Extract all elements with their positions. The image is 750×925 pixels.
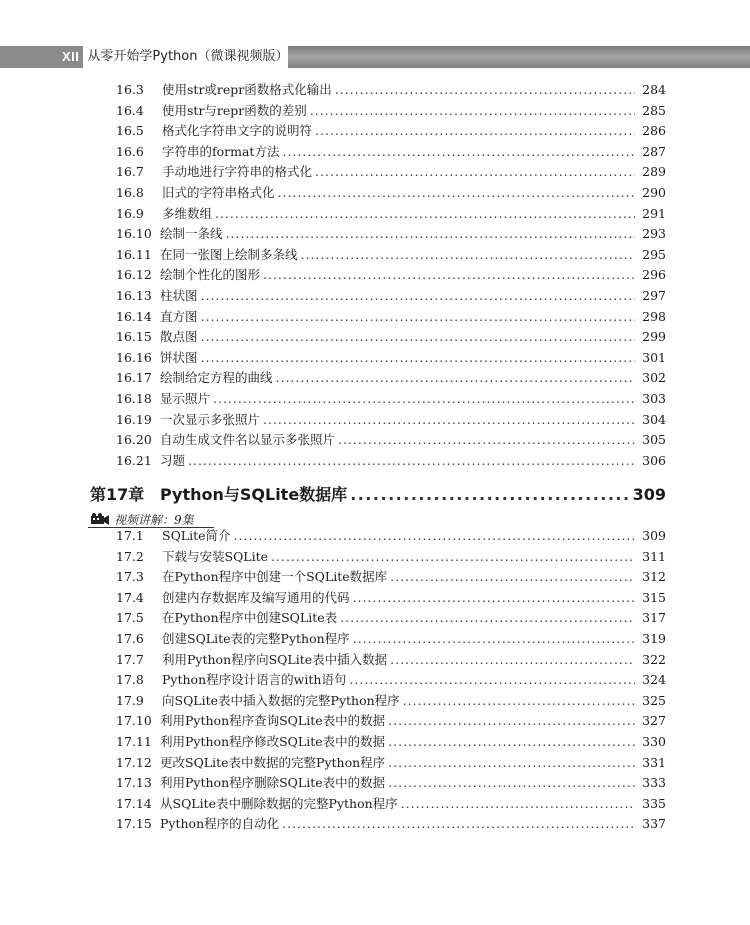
page-header bbox=[0, 46, 750, 68]
section-page-number: 299 bbox=[642, 329, 666, 345]
dot-leader bbox=[353, 629, 635, 649]
section-title-line bbox=[162, 650, 666, 670]
section-title-line bbox=[160, 286, 666, 306]
toc-entry[interactable] bbox=[0, 547, 750, 567]
section-number: 16.15 bbox=[116, 329, 152, 345]
section-page-number: 317 bbox=[642, 610, 666, 626]
dot-leader bbox=[349, 670, 635, 690]
section-title: 利用Python程序删除SQLite表中的数据 bbox=[160, 775, 386, 791]
section-title-line bbox=[160, 711, 666, 731]
section-number: 16.7 bbox=[116, 164, 144, 180]
section-number: 16.10 bbox=[116, 226, 152, 242]
toc-entry[interactable] bbox=[0, 286, 750, 306]
toc-entry[interactable] bbox=[0, 224, 750, 244]
toc-entry[interactable] bbox=[0, 101, 750, 121]
dot-leader bbox=[388, 732, 635, 752]
section-title-line bbox=[160, 307, 666, 327]
toc-entry[interactable] bbox=[0, 430, 750, 450]
section-title: Python程序设计语言的with语句 bbox=[162, 672, 347, 688]
toc-entry[interactable] bbox=[0, 389, 750, 409]
toc-entry[interactable] bbox=[0, 794, 750, 814]
toc-entry[interactable] bbox=[0, 773, 750, 793]
section-title: 绘制一条线 bbox=[160, 226, 223, 242]
toc-entry[interactable] bbox=[0, 526, 750, 546]
section-title: 从SQLite表中删除数据的完整Python程序 bbox=[160, 795, 398, 811]
dot-leader bbox=[213, 389, 635, 409]
film-camera-icon bbox=[90, 513, 110, 526]
section-number: 16.11 bbox=[116, 246, 152, 262]
chapter-label: 第17章 bbox=[90, 485, 145, 504]
section-number: 17.10 bbox=[116, 713, 152, 729]
section-number: 17.14 bbox=[116, 795, 152, 811]
section-page-number: 289 bbox=[642, 164, 666, 180]
section-title-line bbox=[162, 162, 666, 182]
toc-entry[interactable] bbox=[0, 368, 750, 388]
section-title-line bbox=[160, 348, 666, 368]
section-number: 16.4 bbox=[116, 102, 144, 118]
section-title-line bbox=[160, 245, 666, 265]
section-page-number: 284 bbox=[642, 82, 666, 97]
toc-entry[interactable] bbox=[0, 691, 750, 711]
chapter-title: Python与SQLite数据库 bbox=[160, 485, 348, 504]
section-number: 17.15 bbox=[116, 816, 152, 832]
section-title-line bbox=[162, 547, 666, 567]
section-title: 利用Python程序查询SQLite表中的数据 bbox=[160, 713, 386, 729]
section-page-number: 290 bbox=[642, 185, 666, 200]
toc-entry[interactable] bbox=[0, 245, 750, 265]
section-number: 17.5 bbox=[116, 610, 144, 626]
section-number: 16.3 bbox=[116, 82, 144, 97]
dot-leader bbox=[282, 814, 635, 834]
section-title-line bbox=[162, 629, 666, 649]
section-page-number: 293 bbox=[642, 226, 666, 242]
dot-leader bbox=[401, 794, 635, 814]
toc-entry[interactable] bbox=[0, 670, 750, 690]
section-title-line bbox=[160, 430, 666, 450]
section-number: 16.19 bbox=[116, 411, 152, 427]
section-page-number: 305 bbox=[642, 432, 666, 448]
section-number: 16.20 bbox=[116, 432, 152, 448]
section-title: 使用str与repr函数的差别 bbox=[162, 102, 307, 118]
section-number: 16.18 bbox=[116, 391, 152, 406]
toc-entry[interactable] bbox=[0, 711, 750, 731]
toc-entry[interactable] bbox=[0, 629, 750, 649]
section-title-line bbox=[162, 121, 666, 141]
section-title: 散点图 bbox=[160, 329, 198, 345]
dot-leader bbox=[390, 567, 635, 587]
section-title-line bbox=[162, 183, 666, 203]
toc-entry[interactable] bbox=[0, 142, 750, 162]
section-number: 16.13 bbox=[116, 288, 152, 303]
toc-entry[interactable] bbox=[0, 410, 750, 430]
dot-leader bbox=[276, 368, 635, 388]
section-page-number: 286 bbox=[642, 123, 666, 139]
section-page-number: 324 bbox=[642, 672, 666, 688]
chapter-17-heading[interactable] bbox=[0, 482, 750, 508]
section-page-number: 287 bbox=[642, 143, 666, 159]
dot-leader bbox=[234, 526, 635, 546]
dot-leader bbox=[263, 410, 635, 430]
section-number: 17.4 bbox=[116, 589, 144, 605]
section-number: 16.12 bbox=[116, 267, 152, 283]
toc-entry[interactable] bbox=[0, 348, 750, 368]
section-title-line bbox=[160, 773, 666, 793]
section-title-line bbox=[160, 451, 666, 471]
dot-leader bbox=[388, 773, 635, 793]
section-title-line bbox=[160, 265, 666, 285]
chapter-page-number: 309 bbox=[632, 485, 666, 504]
section-title: 向SQLite表中插入数据的完整Python程序 bbox=[162, 692, 400, 708]
header-stripe bbox=[288, 46, 750, 68]
page-number-label: XII bbox=[0, 46, 83, 68]
section-title-line bbox=[162, 142, 666, 162]
section-title: 旧式的字符串格式化 bbox=[162, 185, 275, 200]
section-page-number: 325 bbox=[642, 692, 666, 708]
section-title-line bbox=[162, 101, 666, 121]
section-title: Python程序的自动化 bbox=[160, 816, 280, 832]
toc-entry[interactable] bbox=[0, 307, 750, 327]
dot-leader bbox=[310, 101, 635, 121]
section-title-line bbox=[160, 794, 666, 814]
section-number: 17.11 bbox=[116, 734, 152, 749]
section-number: 16.16 bbox=[116, 349, 152, 365]
section-title: SQLite简介 bbox=[162, 528, 231, 543]
section-page-number: 301 bbox=[642, 349, 666, 365]
section-page-number: 309 bbox=[642, 528, 666, 543]
section-page-number: 331 bbox=[642, 754, 666, 770]
dot-leader bbox=[278, 183, 635, 203]
toc-entry[interactable] bbox=[0, 753, 750, 773]
section-title-line bbox=[160, 368, 666, 388]
toc-entry[interactable] bbox=[0, 732, 750, 752]
section-number: 17.6 bbox=[116, 631, 144, 646]
section-number: 17.8 bbox=[116, 672, 144, 688]
section-page-number: 298 bbox=[642, 308, 666, 324]
section-title: 多维数组 bbox=[162, 205, 213, 221]
section-title-line bbox=[160, 732, 666, 752]
section-page-number: 319 bbox=[642, 631, 666, 646]
section-title: 一次显示多张照片 bbox=[160, 411, 261, 427]
section-title: 在同一张图上绘制多条线 bbox=[160, 246, 298, 262]
dot-leader bbox=[315, 162, 635, 182]
dot-leader bbox=[350, 482, 631, 508]
section-page-number: 335 bbox=[642, 795, 666, 811]
section-number: 16.21 bbox=[116, 452, 152, 468]
toc-entry[interactable] bbox=[0, 265, 750, 285]
dot-leader bbox=[403, 691, 635, 711]
section-title-line bbox=[160, 753, 666, 773]
toc-entry[interactable] bbox=[0, 650, 750, 670]
section-number: 17.3 bbox=[116, 569, 144, 585]
dot-leader bbox=[353, 588, 635, 608]
section-title-line bbox=[160, 814, 666, 834]
section-title: 创建SQLite表的完整Python程序 bbox=[162, 631, 350, 646]
dot-leader bbox=[388, 753, 635, 773]
section-title: 更改SQLite表中数据的完整Python程序 bbox=[160, 754, 386, 770]
section-page-number: 296 bbox=[642, 267, 666, 283]
section-title: 格式化字符串文字的说明符 bbox=[162, 123, 313, 139]
toc-entry[interactable] bbox=[0, 183, 750, 203]
section-title: 手动地进行字符串的格式化 bbox=[162, 164, 313, 180]
section-page-number: 285 bbox=[642, 102, 666, 118]
chapter-title-line bbox=[160, 482, 666, 508]
dot-leader bbox=[201, 327, 635, 347]
section-page-number: 297 bbox=[642, 288, 666, 303]
section-title-line bbox=[160, 327, 666, 347]
dot-leader bbox=[301, 245, 635, 265]
section-title: 下载与安装SQLite bbox=[162, 548, 269, 564]
section-number: 17.13 bbox=[116, 775, 152, 791]
toc-entry[interactable] bbox=[0, 588, 750, 608]
dot-leader bbox=[338, 430, 635, 450]
dot-leader bbox=[335, 80, 635, 100]
section-page-number: 303 bbox=[642, 391, 666, 406]
section-page-number: 302 bbox=[642, 370, 666, 386]
section-title: 使用str或repr函数格式化输出 bbox=[162, 82, 332, 97]
dot-leader bbox=[201, 348, 635, 368]
section-number: 16.5 bbox=[116, 123, 144, 139]
dot-leader bbox=[263, 265, 635, 285]
section-title: 创建内存数据库及编写通用的代码 bbox=[162, 589, 350, 605]
section-number: 17.7 bbox=[116, 651, 144, 667]
toc-entry[interactable] bbox=[0, 121, 750, 141]
toc-entry[interactable] bbox=[0, 814, 750, 834]
section-page-number: 312 bbox=[642, 569, 666, 585]
section-page-number: 322 bbox=[642, 651, 666, 667]
dot-leader bbox=[340, 608, 635, 628]
section-title: 饼状图 bbox=[160, 349, 198, 365]
section-number: 16.6 bbox=[116, 143, 144, 159]
section-title: 绘制个性化的图形 bbox=[160, 267, 261, 283]
section-title: 习题 bbox=[160, 452, 186, 468]
section-number: 16.14 bbox=[116, 308, 152, 324]
section-title-line bbox=[162, 567, 666, 587]
section-page-number: 315 bbox=[642, 589, 666, 605]
section-title: 字符串的format方法 bbox=[162, 143, 280, 159]
dot-leader bbox=[226, 224, 635, 244]
section-title-line bbox=[162, 691, 666, 711]
section-title-line bbox=[160, 389, 666, 409]
section-page-number: 295 bbox=[642, 246, 666, 262]
dot-leader bbox=[390, 650, 635, 670]
section-title: 自动生成文件名以显示多张照片 bbox=[160, 432, 336, 448]
dot-leader bbox=[271, 547, 635, 567]
section-page-number: 291 bbox=[642, 205, 666, 221]
section-title-line bbox=[162, 204, 666, 224]
toc-entry[interactable] bbox=[0, 162, 750, 182]
toc-entry[interactable] bbox=[0, 327, 750, 347]
section-page-number: 330 bbox=[642, 734, 666, 749]
section-title-line bbox=[162, 80, 666, 100]
dot-leader bbox=[201, 286, 635, 306]
toc-entry[interactable] bbox=[0, 567, 750, 587]
dot-leader bbox=[282, 142, 635, 162]
section-number: 16.8 bbox=[116, 185, 144, 200]
section-number: 16.17 bbox=[116, 370, 152, 386]
section-title: 绘制给定方程的曲线 bbox=[160, 370, 273, 386]
dot-leader bbox=[388, 711, 635, 731]
section-title-line bbox=[162, 526, 666, 546]
section-title: 利用Python程序修改SQLite表中的数据 bbox=[160, 734, 386, 749]
section-number: 17.2 bbox=[116, 548, 144, 564]
book-title: 从零开始学Python（微课视频版） bbox=[83, 46, 288, 68]
section-number: 17.12 bbox=[116, 754, 152, 770]
section-number: 17.1 bbox=[116, 528, 144, 543]
toc-entry[interactable] bbox=[0, 608, 750, 628]
section-page-number: 337 bbox=[642, 816, 666, 832]
dot-leader bbox=[201, 307, 635, 327]
section-page-number: 306 bbox=[642, 452, 666, 468]
toc-entry[interactable] bbox=[0, 451, 750, 471]
dot-leader bbox=[215, 204, 635, 224]
section-title-line bbox=[162, 588, 666, 608]
section-number: 16.9 bbox=[116, 205, 144, 221]
section-title: 在Python程序中创建SQLite表 bbox=[162, 610, 338, 626]
dot-leader bbox=[315, 121, 635, 141]
section-title: 柱状图 bbox=[160, 288, 198, 303]
toc-entry[interactable] bbox=[0, 204, 750, 224]
section-page-number: 304 bbox=[642, 411, 666, 427]
toc-entry[interactable] bbox=[0, 80, 750, 100]
dot-leader bbox=[188, 451, 635, 471]
section-title: 显示照片 bbox=[160, 391, 211, 406]
section-title-line bbox=[162, 670, 666, 690]
section-title-line bbox=[160, 410, 666, 430]
section-page-number: 333 bbox=[642, 775, 666, 791]
section-page-number: 327 bbox=[642, 713, 666, 729]
section-title: 利用Python程序向SQLite表中插入数据 bbox=[162, 651, 388, 667]
section-title-line bbox=[160, 224, 666, 244]
section-title: 直方图 bbox=[160, 308, 198, 324]
section-title: 在Python程序中创建一个SQLite数据库 bbox=[162, 569, 388, 585]
video-note-text: 视频讲解：9集 bbox=[114, 512, 194, 527]
section-title-line bbox=[162, 608, 666, 628]
section-page-number: 311 bbox=[642, 548, 666, 564]
section-number: 17.9 bbox=[116, 692, 144, 708]
